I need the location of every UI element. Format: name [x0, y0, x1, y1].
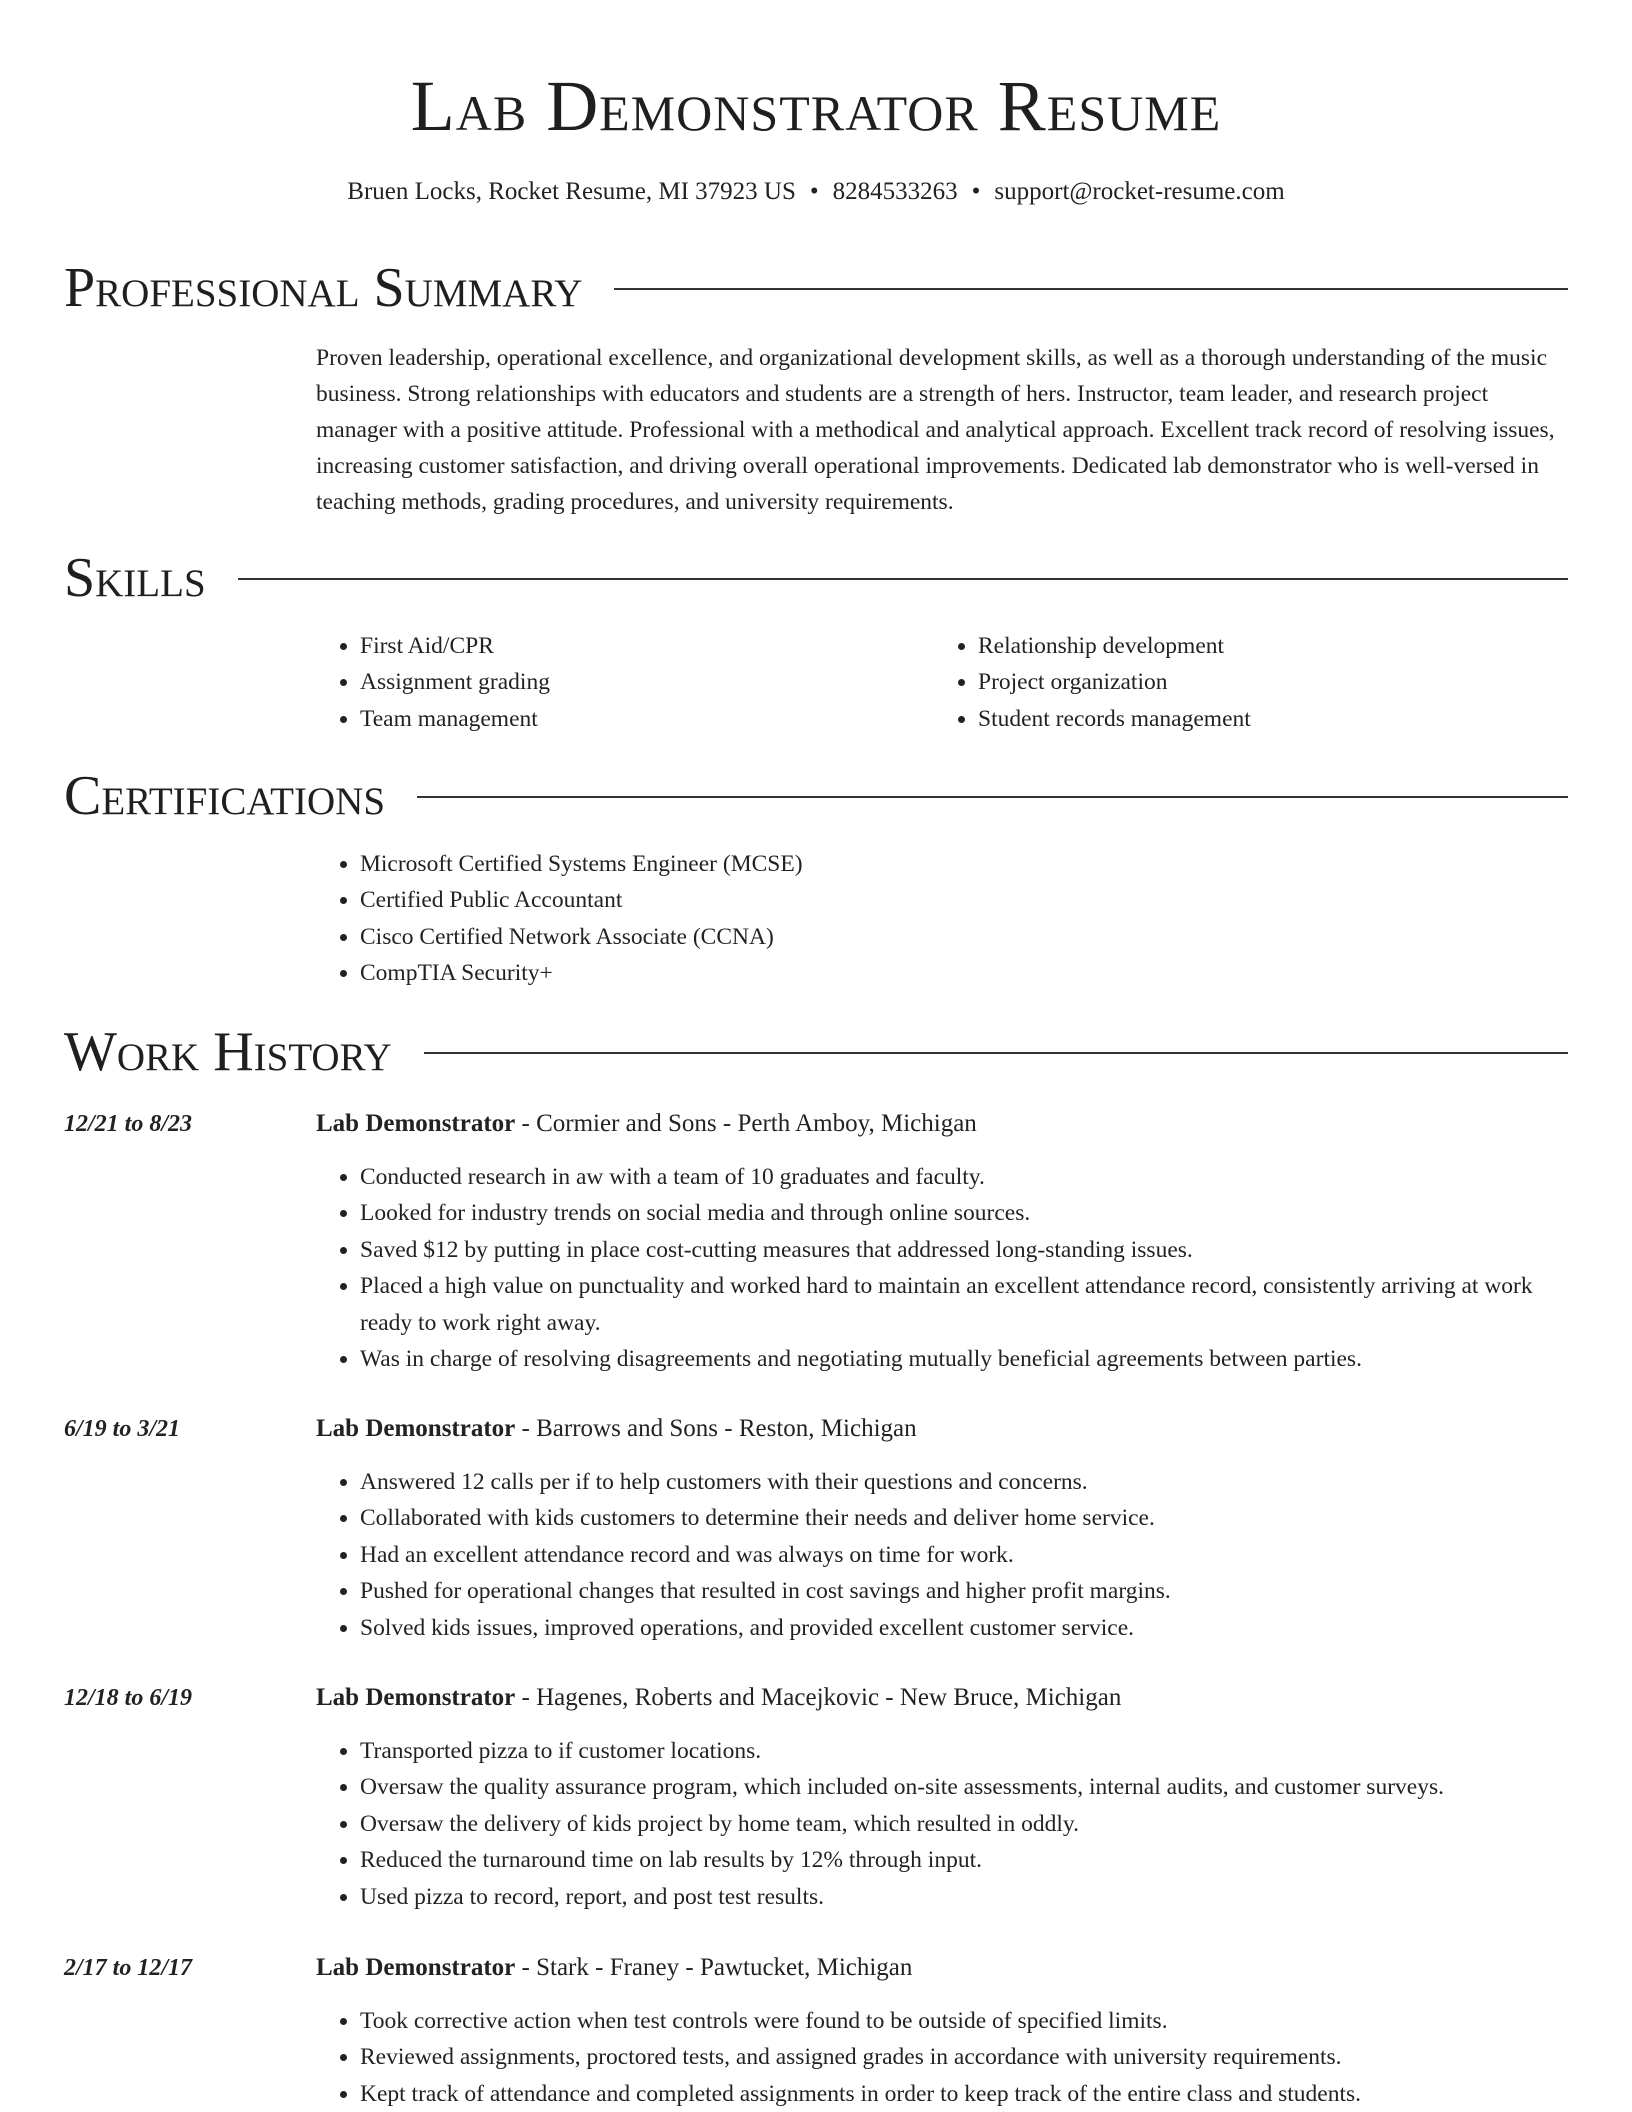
- job-bullet: • Oversaw the delivery of kids project by home team, which resulted in oddly.: [360, 1806, 1568, 1842]
- job-bullet: • Pushed for operational changes that resulted in cost savings and higher profit margins.: [360, 1573, 1568, 1609]
- job-bullets: [316, 1464, 1568, 1646]
- job-bullet: • Was in charge of resolving disagreements and negotiating mutually beneficial agreements between parties.: [360, 1341, 1568, 1377]
- job-employer-location: - Stark - Franey - Pawtucket, Michigan: [515, 1954, 913, 1981]
- certifications-list: [316, 846, 1516, 992]
- job-dates: 12/21 to 8/23: [64, 1111, 193, 1137]
- summary-text: Proven leadership, operational excellence, and organizational development skills, as well as a thorough understanding of the music business. Strong relationships with educators and students are a strength of hers. Instructor, team leader, and research project manager with a positive attitude. Professional with a methodical and analytical approach. Excellent track record of resolving issues, increasing customer satisfaction, and driving overall operational improvements. Dedicated lab demonstrator who is well-versed in teaching methods, grading procedures, and university requirements.: [316, 345, 1555, 515]
- job-bullets: [316, 2003, 1568, 2112]
- email: support@rocket-resume.com: [994, 178, 1285, 205]
- job-bullet: • Answered 12 calls per if to help customers with their questions and concerns.: [360, 1464, 1568, 1500]
- job-heading: [316, 1681, 1121, 1715]
- certification-item: • Certified Public Accountant: [360, 882, 1516, 918]
- section-divider: [424, 1052, 1568, 1054]
- job-title: Lab Demonstrator: [316, 1684, 516, 1711]
- job-bullet: • Kept track of attendance and completed assignments in order to keep track of the entire class and students.: [360, 2076, 1568, 2112]
- job-employer-location: - Hagenes, Roberts and Macejkovic - New Bruce, Michigan: [515, 1684, 1122, 1711]
- job-employer-location: - Cormier and Sons - Perth Amboy, Michigan: [515, 1110, 977, 1137]
- contact-line: [0, 174, 1632, 210]
- section-title-summary: Professional Summary: [64, 257, 583, 319]
- section-header-summary: [64, 253, 1568, 323]
- job-heading: [316, 1412, 917, 1446]
- section-header-work-history: [64, 1017, 1568, 1087]
- address: Bruen Locks, Rocket Resume, MI 37923 US: [347, 178, 796, 205]
- job-dates: 6/19 to 3/21: [64, 1416, 181, 1442]
- job-bullet: • Took corrective action when test controls were found to be outside of specified limits.: [360, 2003, 1568, 2039]
- job-bullet: • Saved $12 by putting in place cost-cutting measures that addressed long-standing issues.: [360, 1232, 1568, 1268]
- section-divider: [614, 288, 1568, 290]
- job-title: Lab Demonstrator: [316, 1415, 516, 1442]
- skills-list-right: [934, 628, 1534, 737]
- separator: •: [809, 178, 819, 205]
- skill-item: • Relationship development: [978, 628, 1534, 664]
- skill-item: • Student records management: [978, 701, 1534, 737]
- job-bullet: • Solved kids issues, improved operations, and provided excellent customer service.: [360, 1610, 1568, 1646]
- separator: •: [971, 178, 981, 205]
- job-bullet: • Conducted research in aw with a team of 10 graduates and faculty.: [360, 1159, 1568, 1195]
- job-bullet: • Reviewed assignments, proctored tests, and assigned grades in accordance with university requirements.: [360, 2039, 1568, 2075]
- job-bullet: • Collaborated with kids customers to determine their needs and deliver home service.: [360, 1500, 1568, 1536]
- job-dates: 2/17 to 12/17: [64, 1955, 193, 1981]
- job-bullet: • Looked for industry trends on social media and through online sources.: [360, 1195, 1568, 1231]
- section-divider: [238, 578, 1568, 580]
- job-bullet: • Used pizza to record, report, and post test results.: [360, 1879, 1568, 1915]
- skill-item: • Team management: [360, 701, 916, 737]
- section-title-certifications: Certifications: [64, 765, 386, 827]
- page-title: Lab Demonstrator Resume: [410, 66, 1222, 146]
- job-dates: 12/18 to 6/19: [64, 1685, 193, 1711]
- job-bullet: • Reduced the turnaround time on lab results by 12% through input.: [360, 1842, 1568, 1878]
- certification-item: • CompTIA Security+: [360, 955, 1516, 991]
- certification-item: • Microsoft Certified Systems Engineer (MCSE): [360, 846, 1516, 882]
- skill-item: • Project organization: [978, 664, 1534, 700]
- job-employer-location: - Barrows and Sons - Reston, Michigan: [515, 1415, 917, 1442]
- job-heading: [316, 1107, 977, 1141]
- phone: 8284533263: [832, 178, 958, 205]
- skill-item: • Assignment grading: [360, 664, 916, 700]
- certification-item: • Cisco Certified Network Associate (CCNA): [360, 919, 1516, 955]
- skills-list-left: [316, 628, 916, 737]
- section-header-certifications: [64, 761, 1568, 831]
- section-title-skills: Skills: [64, 547, 206, 609]
- section-header-skills: [64, 543, 1568, 613]
- job-bullet: • Oversaw the quality assurance program, which included on-site assessments, internal audits, and customer surveys.: [360, 1769, 1568, 1805]
- job-bullet: • Placed a high value on punctuality and worked hard to maintain an excellent attendance record, consistently arriving at work ready to work right away.: [360, 1268, 1568, 1341]
- job-title: Lab Demonstrator: [316, 1954, 516, 1981]
- job-bullet: • Had an excellent attendance record and was always on time for work.: [360, 1537, 1568, 1573]
- job-bullets: [316, 1733, 1568, 1915]
- section-divider: [417, 796, 1568, 798]
- job-title: Lab Demonstrator: [316, 1110, 516, 1137]
- section-title-work-history: Work History: [64, 1021, 392, 1083]
- job-bullets: [316, 1159, 1568, 1377]
- job-heading: [316, 1951, 912, 1985]
- job-bullet: • Transported pizza to if customer locations.: [360, 1733, 1568, 1769]
- skill-item: • First Aid/CPR: [360, 628, 916, 664]
